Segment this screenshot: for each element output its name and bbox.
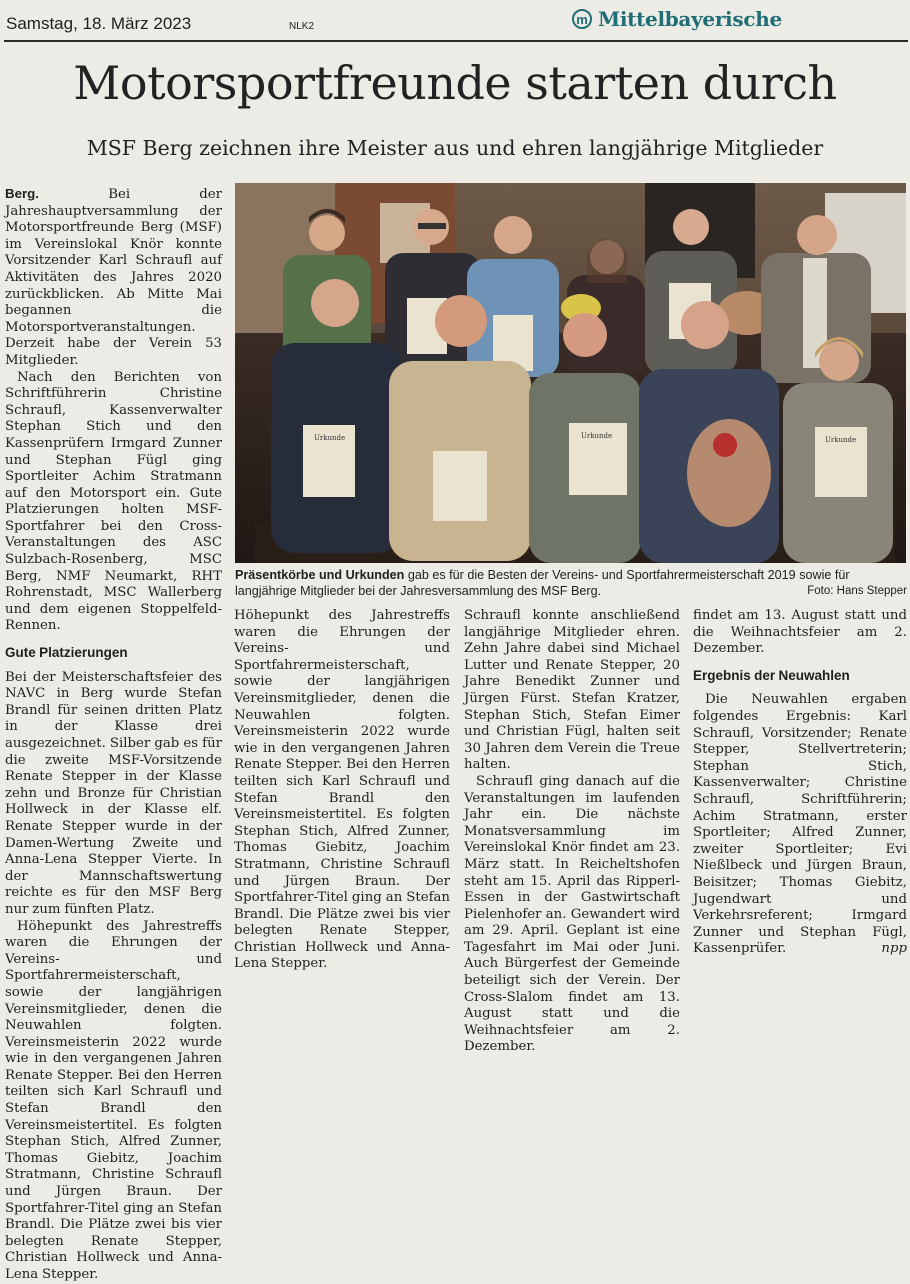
certificate-label: Urkunde xyxy=(581,432,613,440)
dateline: Berg. xyxy=(5,186,39,201)
edition-code: NLK2 xyxy=(289,21,315,32)
article-subheadline: MSF Berg zeichnen ihre Meister aus und ehren langjährige Mitglieder xyxy=(86,136,824,160)
text-column-4 xyxy=(693,608,907,958)
paragraph-events-continued: findet am 13. August statt und die Weihnachtsfeier am 2. Dezember. xyxy=(693,608,907,657)
paragraph-placements: Bei der Meisterschaftsfeier des NAVC in Berg wurde Stefan Brandl für seinen dritten Platz in der Klasse drei ausgezeichnet. Silber gab es für die zweite MSF-Vorsitzende Renate Stepper in der Klasse zehn und Bronze für Christian Hollweck in der Klasse elf. Renate Stepper wurde in der Damen-Wertung Zweite und Anna-Lena Stepper Vierte. In der Mannschaftswertung reichte es für den MSF Berg nur zum fünften Platz. xyxy=(5,669,222,917)
paragraph-members: Schraufl konnte anschließend langjährige Mitglieder ehren. Zehn Jahre dabei sind Michael Lutter und Renate Stepper, 20 Jahre Benedikt Zunner und Jürgen Fürst. Stefan Kratzer, Stephan Stich, Stefan Eimer und Christian Fügl, halten seit 30 Jahren dem Verein die Treue halten. xyxy=(464,608,680,773)
paragraph-events: Schraufl ging danach auf die Veranstaltungen im laufenden Jahr ein. Die nächste Monatsversammlung im Vereinslokal Knör findet am 23. März statt. In Reicheltshofen steht am 15. April das Ripperl-Essen in der Gastwirtschaft Pielenhofer an. Gewandert wird am 29. April. Geplant ist eine Tagesfahrt im Mai oder Juni. Auch Bürgerfest der Gemeinde beteiligt sich der Verein. Der Cross-Slalom findet am 13. August statt und die Weihnachtsfeier am 2. Dezember. xyxy=(464,773,680,1055)
article-headline: Motorsportfreunde starten durch xyxy=(73,56,837,110)
newspaper-name: Mittelbayerische xyxy=(598,7,782,31)
paragraph-elections: Die Neuwahlen ergaben folgendes Ergebnis: Karl Schraufl, Vorsitzender; Renate Stepper, Stellvertreterin; Stephan Stich, Kassenverwalter; Christine Schraufl, Schriftführerin; Achim Stratmann, erster Sportleiter; Alfred Zunner, zweiter Sportleiter; Evi Nießlbeck und Jürgen Braun, Beisitzer; Thomas Giebitz, Jugendwart und Verkehrsreferent; Irmgard Zunner und Stephan Fügl, Kassenprüfer. npp xyxy=(693,692,907,957)
paragraph-honors: Höhepunkt des Jahrestreffs waren die Ehrungen der Vereins- und Sportfahrermeisterschaft, sowie der langjährigen Vereinsmitglieder, denen die Neuwahlen folgten. Vereinsmeisterin 2022 wurde wie in den vergangenen Jahren Renate Stepper. Bei den Herren teilten sich Karl Schraufl und Stefan Brandl den Vereinsmeistertitel. Es folgten Stephan Stich, Alfred Zunner, Thomas Giebitz, Joachim Stratmann, Christine Schraufl und Jürgen Braun. Der Sportfahrer-Titel ging an Stefan Brandl. Die Plätze zwei bis vier belegten Renate Stepper, Christian Hollweck und Anna-Lena Stepper. xyxy=(5,918,222,1282)
author-signature: npp xyxy=(881,941,907,957)
certificate-label: Urkunde xyxy=(825,436,857,444)
section-heading-placements: Gute Platzierungen xyxy=(5,645,128,661)
text-column-3 xyxy=(464,608,680,1055)
lead-text: Bei der Jahreshauptversammlung der Motorsportfreunde Berg (MSF) im Vereinslokal Knör konnte Vorsitzender Karl Schraufl auf Aktivitäten des Jahres 2020 zurückblicken. Ab Mitte Mai begannen die Motorsportveranstaltungen. Derzeit habe der Verein 53 Mitglieder. xyxy=(5,187,222,368)
issue-date: Samstag, 18. März 2023 xyxy=(6,14,192,33)
text-column-1 xyxy=(5,186,222,1282)
header-rule xyxy=(4,40,908,42)
group-photo-image xyxy=(235,183,906,563)
certificate-label: Urkunde xyxy=(314,434,346,442)
caption-text: gab es für die Besten der Vereins- und Sportfahrermeisterschaft 2019 sowie für langjährige Mitglieder bei der Jahresversammlung des MSF Berg. xyxy=(235,568,850,598)
text-column-2 xyxy=(234,608,450,972)
caption-lead: Präsentkörbe und Urkunden xyxy=(235,568,405,582)
section-heading-elections: Ergebnis der Neuwahlen xyxy=(693,667,850,683)
photo-credit: Foto: Hans Stepper xyxy=(807,585,907,597)
newspaper-masthead xyxy=(572,7,782,31)
photo-caption xyxy=(235,567,907,599)
group-photo xyxy=(235,183,906,563)
paragraph-honors-continued: Höhepunkt des Jahrestreffs waren die Ehrungen der Vereins- und Sportfahrermeisterschaft, sowie der langjährigen Vereinsmitglieder, denen die Neuwahlen folgten. Vereinsmeisterin 2022 wurde wie in den vergangenen Jahren Renate Stepper. Bei den Herren teilten sich Karl Schraufl und Stefan Brandl den Vereinsmeistertitel. Es folgten Stephan Stich, Alfred Zunner, Thomas Giebitz, Joachim Stratmann, Christine Schraufl und Jürgen Braun. Der Sportfahrer-Titel ging an Stefan Brandl. Die Plätze zwei bis vier belegten Renate Stepper, Christian Hollweck und Anna-Lena Stepper. xyxy=(234,608,450,972)
newspaper-logo-icon: m xyxy=(572,9,592,29)
paragraph-reports: Nach den Berichten von Schriftführerin Christine Schraufl, Kassenverwalter Stephan Stich und den Kassenprüfern Irmgard Zunner und Stephan Fügl ging Sportleiter Achim Stratmann auf den Motorsport ein. Gute Platzierungen holten MSF-Sportfahrer bei den Cross-Veranstaltungen des ASC Sulzbach-Rosenberg, MSC Berg, NMF Neumarkt, RHT Rohrenstadt, MSC Wallerberg und dem eigenen Stoppelfeld-Rennen. xyxy=(5,369,222,634)
lead-paragraph xyxy=(5,186,222,370)
